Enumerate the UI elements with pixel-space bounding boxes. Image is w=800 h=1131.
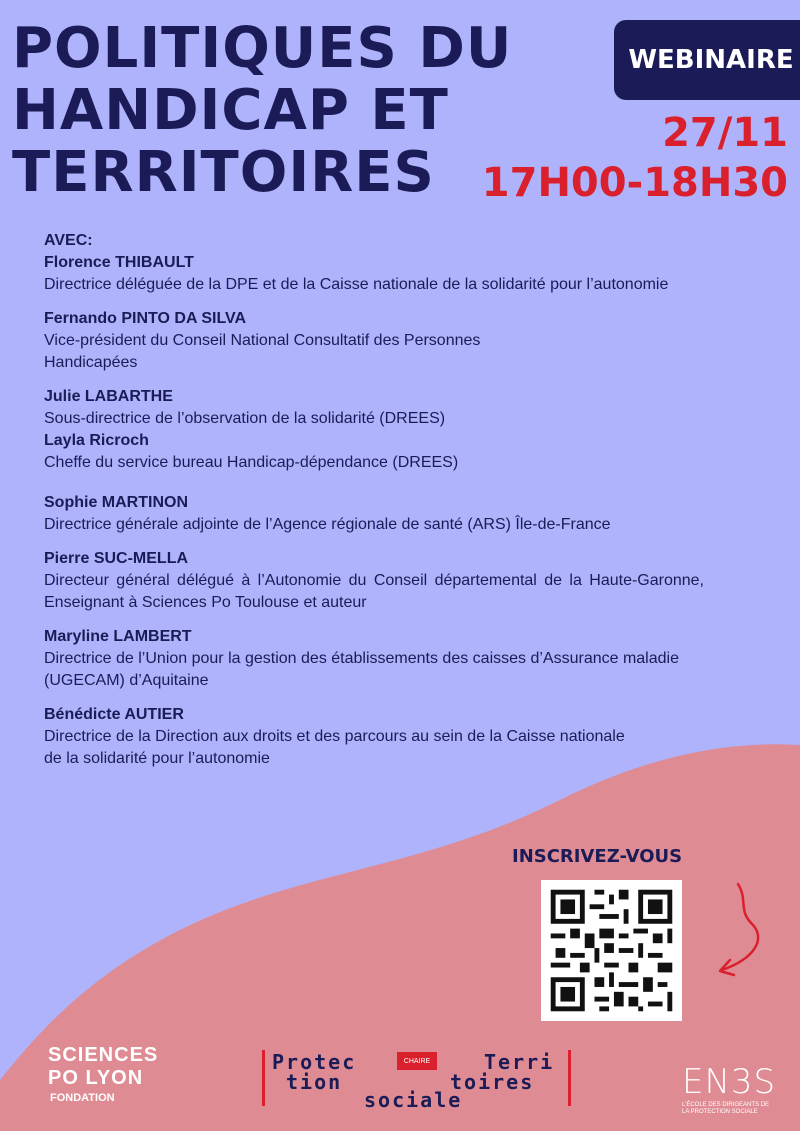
en3s-mark: EN3S	[682, 1062, 777, 1102]
speaker-item	[44, 386, 704, 430]
en3s-tagline: L’ÉCOLE DES DIRIGEANTS DE LA PROTECTION SOCIALE	[682, 1102, 770, 1115]
speaker-role: Sous-directrice de l’observation de la solidarité (DREES)	[44, 410, 446, 427]
curved-arrow-icon	[700, 880, 770, 980]
speaker-role: Directrice déléguée de la DPE et de la Caisse nationale de la solidarité pour l’autonomie	[44, 276, 669, 293]
speakers-intro: AVEC:	[44, 232, 93, 249]
speaker-item	[44, 308, 704, 374]
webinaire-badge: WEBINAIRE	[614, 20, 800, 100]
speaker-name: Fernando PINTO DA SILVA	[44, 310, 247, 327]
logo-bar	[262, 1050, 265, 1106]
en3s-logo	[682, 1062, 776, 1116]
speaker-item	[44, 252, 704, 296]
title-line-3: TERRITOIRES	[12, 140, 435, 205]
speaker-name: Maryline LAMBERT	[44, 628, 192, 645]
speaker-role: Vice-président du Conseil National Consultatif des Personnes Handicapées	[44, 332, 481, 371]
chaire-logo	[262, 1050, 572, 1110]
event-datetime	[482, 108, 788, 208]
page-title	[12, 18, 512, 204]
title-line-2: HANDICAP ET	[12, 78, 449, 143]
speaker-name: Pierre SUC-MELLA	[44, 550, 189, 567]
logo-word: Protec	[272, 1050, 357, 1074]
speaker-item	[44, 430, 704, 474]
chaire-badge: CHAIRE	[397, 1052, 437, 1070]
event-date: 27/11	[662, 110, 788, 156]
speaker-item	[44, 548, 704, 614]
speaker-name: Florence THIBAULT	[44, 254, 194, 271]
speaker-role: Directeur général délégué à l’Autonomie du Conseil départemental de la Haute-Garonne, Enseignant à Sciences Po Toulouse et auteur	[44, 572, 704, 611]
speaker-item	[44, 704, 704, 770]
register-label: INSCRIVEZ-VOUS	[512, 846, 683, 867]
logo-line-3: FONDATION	[50, 1092, 115, 1104]
logo-word: toires	[450, 1070, 535, 1094]
logo-word: sociale	[364, 1088, 463, 1112]
speaker-item	[44, 626, 704, 692]
logo-line-1: SCIENCES	[48, 1044, 159, 1066]
logo-line-2: PO LYON	[48, 1067, 144, 1089]
logo-word: Terri	[484, 1050, 555, 1074]
speaker-name: Julie LABARTHE	[44, 388, 173, 405]
speaker-role: Directrice de l’Union pour la gestion des établissements des caisses d’Assurance maladie (UGECAM) d’Aquitaine	[44, 650, 679, 689]
logo-word: tion	[286, 1070, 343, 1094]
speakers-list	[44, 230, 704, 770]
speaker-role: Directrice générale adjointe de l’Agence régionale de santé (ARS) Île-de-France	[44, 516, 611, 533]
title-line-1: POLITIQUES DU	[12, 16, 513, 81]
speaker-role: Cheffe du service bureau Handicap-dépendance (DREES)	[44, 454, 459, 471]
speaker-name: Bénédicte AUTIER	[44, 706, 184, 723]
speaker-name: Sophie MARTINON	[44, 494, 188, 511]
qr-code-icon[interactable]	[541, 880, 682, 1021]
sciences-po-lyon-logo	[28, 1044, 158, 1104]
speaker-name: Layla Ricroch	[44, 432, 149, 449]
speaker-item	[44, 492, 704, 536]
logo-bar	[568, 1050, 571, 1106]
event-time: 17H00-18H30	[481, 160, 788, 206]
speaker-role: Directrice de la Direction aux droits et des parcours au sein de la Caisse nationale de la solidarité pour l’autonomie	[44, 728, 625, 767]
